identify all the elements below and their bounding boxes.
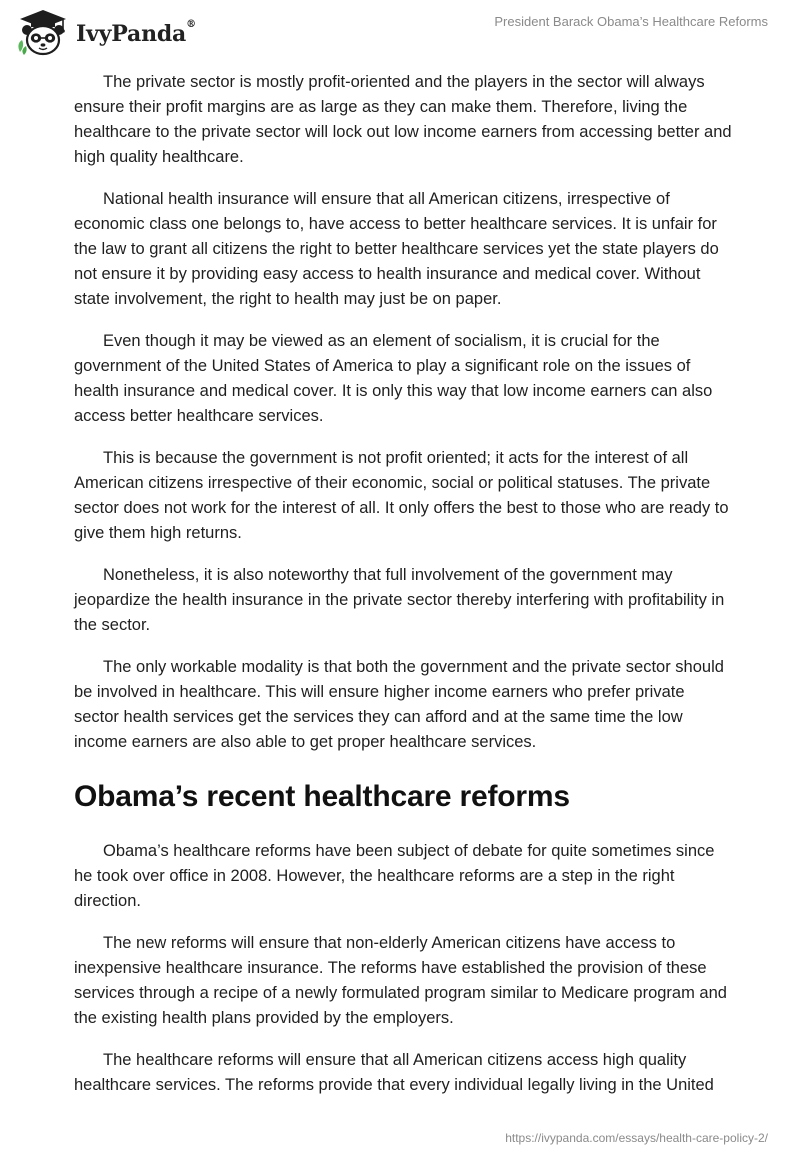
paragraph: The healthcare reforms will ensure that all American citizens access high quality healthcare services. The reforms provide that every individual legally living in the United xyxy=(74,1051,714,1094)
panda-graduate-icon xyxy=(14,8,72,58)
essay-body xyxy=(74,70,734,1115)
ivypanda-logo[interactable] xyxy=(14,8,196,58)
paragraph: The only workable modality is that both the government and the private sector should be involved in healthcare. This will ensure higher income earners who prefer private sector health services get the services they can afford and at the same time the low income earners are also able to get proper healthcare services. xyxy=(74,658,724,751)
paragraph: Obama’s healthcare reforms have been subject of debate for quite sometimes since he took over office in 2008. However, the healthcare reforms are a step in the right direction. xyxy=(74,842,715,910)
paragraph: Even though it may be viewed as an element of socialism, it is crucial for the government of the United States of America to play a significant role on the issues of health insurance and medical cover. It is only this way that low income earners can also access better healthcare services. xyxy=(74,332,713,425)
page-header xyxy=(0,0,800,64)
paragraph: This is because the government is not profit oriented; it acts for the interest of all American citizens irrespective of their economic, social or political statuses. The private sector does not work for the interest of all. It only offers the best to those who are ready to give them high returns. xyxy=(74,449,729,542)
paragraph: National health insurance will ensure that all American citizens, irrespective of economic class one belongs to, have access to better healthcare services. It is unfair for the law to grant all citizens the right to better healthcare services yet the state players do not ensure it by providing easy access to health insurance and medical cover. Without state involvement, the right to health may just be on paper. xyxy=(74,190,719,308)
section-heading: Obama’s recent healthcare reforms xyxy=(74,780,570,813)
document-title: President Barack Obama’s Healthcare Reforms xyxy=(494,14,768,29)
source-url[interactable]: https://ivypanda.com/essays/health-care-policy-2/ xyxy=(505,1131,768,1145)
paragraph: The new reforms will ensure that non-elderly American citizens have access to inexpensive healthcare insurance. The reforms have established the provision of these services through a recipe of a newly formulated program similar to Medicare program and the existing health plans provided by the employers. xyxy=(74,934,727,1027)
paragraph: Nonetheless, it is also noteworthy that full involvement of the government may jeopardize the health insurance in the private sector thereby interfering with profitability in the sector. xyxy=(74,566,725,634)
paragraph: The private sector is mostly profit-oriented and the players in the sector will always ensure their profit margins are as large as they can make them. Therefore, living the healthcare to the private sector will lock out low income earners from accessing better and high quality healthcare. xyxy=(74,73,732,166)
logo-wordmark: IvyPanda® xyxy=(76,19,196,47)
